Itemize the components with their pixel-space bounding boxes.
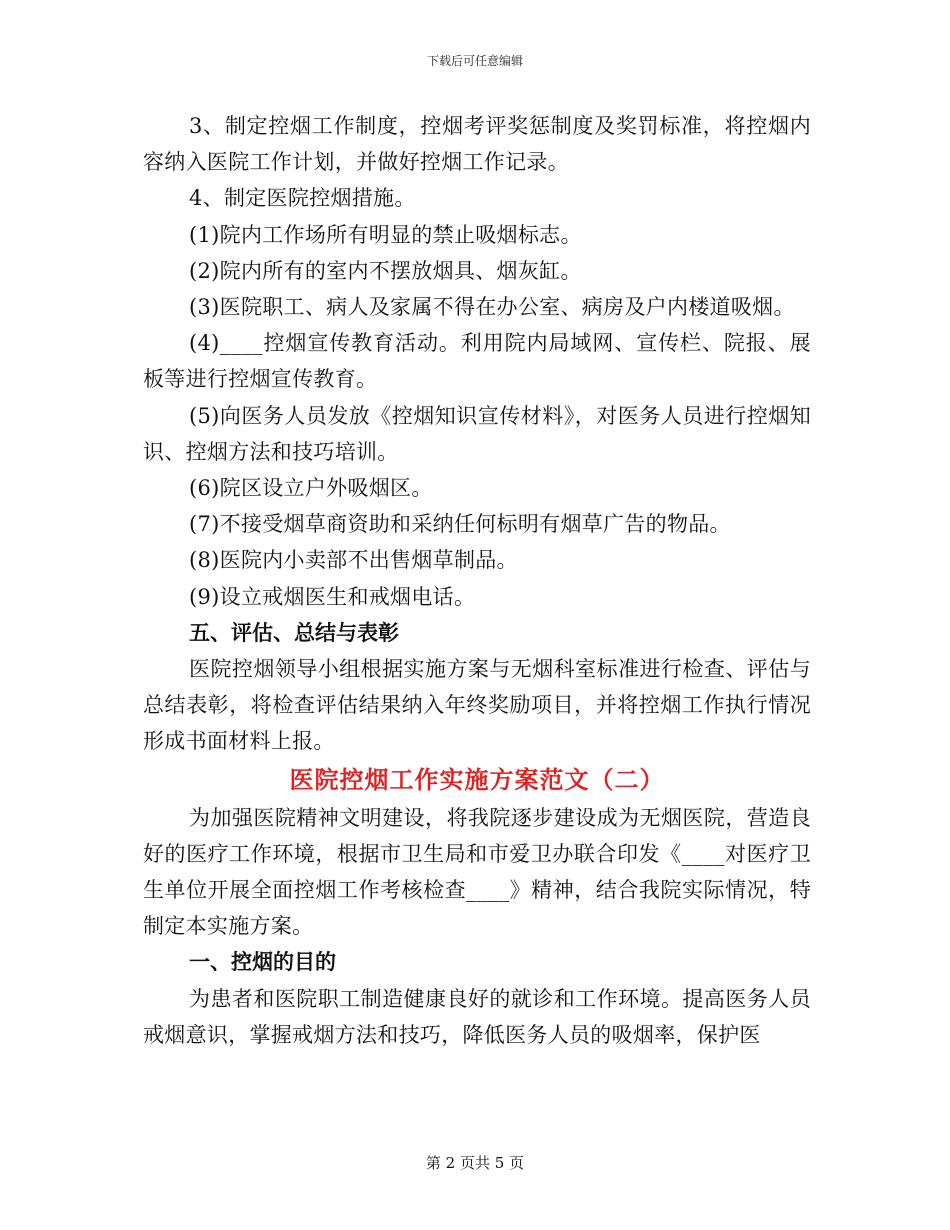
document-title: 医院控烟工作实施方案范文（二） bbox=[289, 764, 665, 794]
paragraph-evaluation: 医院控烟领导小组根据实施方案与无烟科室标准进行检查、评估与总结表彰，将检查评估结果纳入年终奖励项目，并将控烟工作执行情况形成书面材料上报。 bbox=[143, 657, 811, 754]
list-item-3: (3)医院职工、病人及家属不得在办公室、病房及户内楼道吸烟。 bbox=[189, 295, 795, 320]
paragraph-measures-intro: 4、制定医院控烟措施。 bbox=[189, 186, 416, 211]
document-body bbox=[143, 108, 811, 1053]
paragraph-control-system: 3、制定控烟工作制度，控烟考评奖惩制度及奖罚标准，将控烟内容纳入医院工作计划，并做好控烟工作记录。 bbox=[143, 114, 811, 175]
section-heading-evaluation: 五、评估、总结与表彰 bbox=[189, 619, 399, 645]
list-item-5: (5)向医务人员发放《控烟知识宣传材料》，对医务人员进行控烟知识、控烟方法和技巧培训。 bbox=[143, 403, 811, 464]
list-item-2: (2)院内所有的室内不摆放烟具、烟灰缸。 bbox=[189, 258, 582, 283]
list-item-9: (9)设立戒烟医生和戒烟电话。 bbox=[189, 584, 476, 609]
page-footer: 第 2 页共 5 页 bbox=[425, 1154, 525, 1172]
list-item-8: (8)医院内小卖部不出售烟草制品。 bbox=[189, 548, 518, 573]
paragraph-introduction: 为加强医院精神文明建设，将我院逐步建设成为无烟医院，营造良好的医疗工作环境，根据市卫生局和市爱卫办联合印发《____对医疗卫生单位开展全面控烟工作考核检查____》精神，结合我院实际情况，特制定本实施方案。 bbox=[143, 805, 811, 939]
list-item-7: (7)不接受烟草商资助和采纳任何标明有烟草广告的物品。 bbox=[189, 512, 731, 537]
list-item-6: (6)院区设立户外吸烟区。 bbox=[189, 476, 433, 501]
paragraph-purpose: 为患者和医院职工制造健康良好的就诊和工作环境。提高医务人员戒烟意识，掌握戒烟方法和技巧，降低医务人员的吸烟率，保护医 bbox=[143, 986, 811, 1047]
page-header-note: 下载后可任意编辑 bbox=[426, 54, 523, 68]
section-heading-purpose: 一、控烟的目的 bbox=[189, 949, 336, 975]
list-item-4: (4)____控烟宣传教育活动。利用院内局域网、宣传栏、院报、展板等进行控烟宣传教育。 bbox=[143, 331, 811, 392]
list-item-1: (1)院内工作场所有明显的禁止吸烟标志。 bbox=[189, 222, 582, 247]
